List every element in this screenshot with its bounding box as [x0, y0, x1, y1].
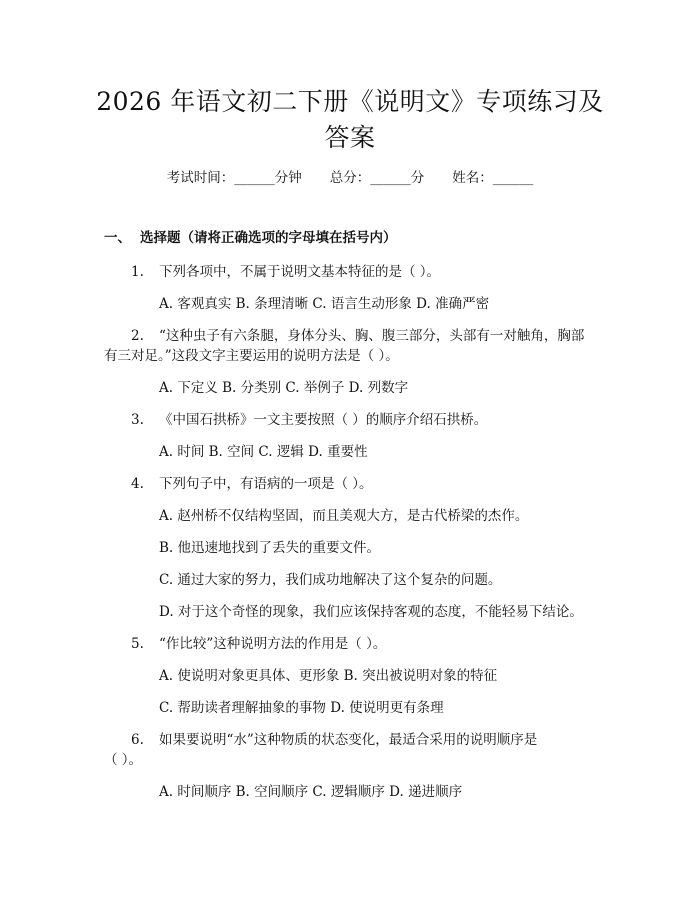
total-score-field: 总分：______分	[329, 170, 425, 186]
exam-time-field: 考试时间：______分钟	[166, 170, 302, 186]
question-4-option-c: C. 通过大家的努力，我们成功地解决了这个复杂的问题。	[159, 572, 502, 588]
question-4-option-a: A. 赵州桥不仅结构坚固，而且美观大方，是古代桥梁的杰作。	[159, 508, 529, 524]
question-stem: 《中国石拱桥》一文主要按照（ ）的顺序介绍石拱桥。	[159, 412, 488, 428]
page-title-continued: 答案	[324, 123, 376, 152]
question-stem: 下列句子中，有语病的一项是（ ）。	[159, 476, 373, 492]
question-5	[131, 634, 386, 654]
exam-meta	[0, 168, 700, 188]
page-title: 2026 年语文初二下册《说明文》专项练习及	[96, 87, 604, 116]
section-number: 一、	[104, 230, 131, 246]
section-title: 选择题（请将正确选项的字母填在括号内）	[140, 230, 397, 246]
question-2-options: A. 下定义 B. 分类别 C. 举例子 D. 列数字	[159, 380, 409, 396]
question-number: 5.	[131, 636, 144, 652]
student-name-field: 姓名：______	[452, 170, 534, 186]
question-stem: “这种虫子有六条腿，身体分头、胸、腹三部分，头部有一对触角，胸部	[159, 328, 585, 344]
question-3-options: A. 时间 B. 空间 C. 逻辑 D. 重要性	[159, 444, 368, 460]
question-2-stem-continued: 有三对足。”这段文字主要运用的说明方法是（ ）。	[104, 348, 399, 364]
question-stem: 如果要说明“水”这种物质的状态变化，最适合采用的说明顺序是	[159, 732, 538, 748]
question-number: 4.	[131, 476, 144, 492]
question-6-stem-continued: （ ）。	[104, 752, 143, 768]
question-4-option-d: D. 对于这个奇怪的现象，我们应该保持客观的态度，不能轻易下结论。	[159, 604, 583, 620]
question-stem: “作比较”这种说明方法的作用是（ ）。	[159, 636, 387, 652]
question-number: 3.	[131, 412, 144, 428]
question-number: 6.	[131, 732, 144, 748]
question-6	[131, 730, 537, 750]
question-5-options-cd: C. 帮助读者理解抽象的事物 D. 使说明更有条理	[159, 700, 444, 716]
question-stem: 下列各项中，不属于说明文基本特征的是（ ）。	[159, 264, 441, 280]
question-5-options-ab: A. 使说明对象更具体、更形象 B. 突出被说明对象的特征	[159, 668, 498, 684]
question-number: 1.	[131, 264, 144, 280]
question-4	[131, 474, 373, 494]
question-6-options: A. 时间顺序 B. 空间顺序 C. 逻辑顺序 D. 递进顺序	[159, 784, 463, 800]
question-2	[131, 326, 584, 346]
question-1-options: A. 客观真实 B. 条理清晰 C. 语言生动形象 D. 准确严密	[159, 296, 490, 312]
question-number: 2.	[131, 328, 144, 344]
question-4-option-b: B. 他迅速地找到了丢失的重要文件。	[159, 540, 381, 556]
question-1	[131, 262, 440, 282]
question-3	[131, 410, 487, 430]
section-heading-multiple-choice	[104, 228, 397, 248]
